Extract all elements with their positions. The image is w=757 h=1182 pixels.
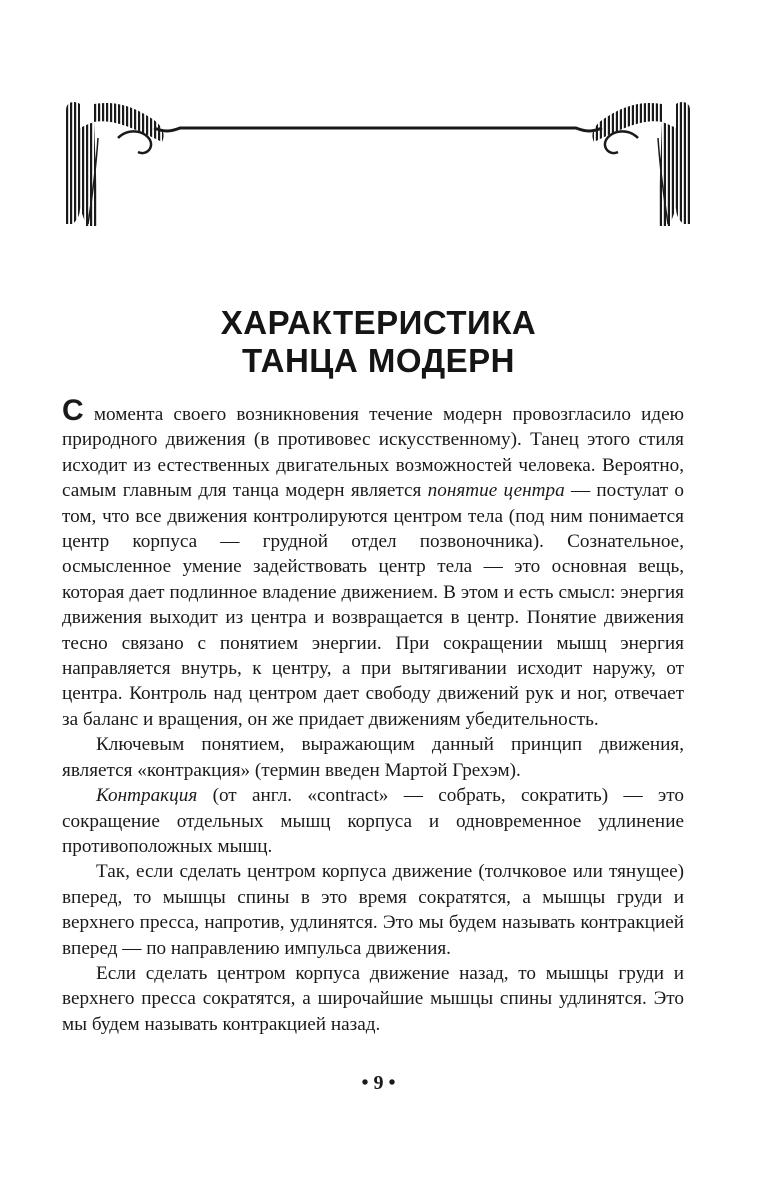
page-number: • 9 • <box>361 1072 396 1094</box>
chapter-title-line-2: ТАНЦА МОДЕРН <box>242 342 515 380</box>
paragraph-4: Так, если сделать центром корпуса движение (толчковое или тянущее) вперед, то мышцы спины в это время сократятся, а мышцы груди и верхнего пресса, напротив, удлинятся. Это мы будем называть контракцией вперед — по направлению импульса движения. <box>62 861 684 959</box>
paragraph-3-italic-term: Контракция <box>96 785 198 807</box>
paragraph-1-text-b: — постулат о том, что все движения контролируются центром тела (под ним понимается центр корпуса — грудной отдел позвоночника). Сознательное, осмысленное умение задействовать центр тела — это основная вещь, которая дает подлинное владение движением. В этом и есть смысл: энергия движения выходит из центра и возвращается в центр. Понятие движения тесно связано с понятием энергии. При сокращении мышц энергия направляется внутрь, к центру, а при вытягивании исходит наружу, от центра. Контроль над центром дает свободу движений рук и ног, отвечает за баланс и вращения, он же придает движениям убедительность. <box>62 480 685 730</box>
art-nouveau-ornament <box>58 98 698 228</box>
paragraph-3 <box>62 783 684 859</box>
paragraph-5: Если сделать центром корпуса движение назад, то мышцы груди и верхнего пресса сократятся, а широчайшие мышцы спины удлинятся. Это мы будем называть контракцией назад. <box>62 962 684 1035</box>
body-text <box>62 394 685 1037</box>
ornament-left <box>66 102 418 226</box>
paragraph-1 <box>62 394 685 732</box>
paragraph-2: Ключевым понятием, выражающим данный принцип движения, является «контракция» (термин введен Мартой Грехэм). <box>62 734 684 781</box>
ornament-right <box>378 102 690 226</box>
chapter-title-line-1: ХАРАКТЕРИСТИКА <box>220 304 537 342</box>
paragraph-1-text-a: момента своего возникновения течение модерн провозгласило идею природного движения (в противовес искусственному). Танец этого стиля исходит из естественных двигательных возможностей человека. Вероятно, самым главным для танца модерн является <box>62 404 684 502</box>
chapter-title <box>0 304 757 380</box>
paragraph-1-italic-term: понятие центра <box>427 480 565 502</box>
drop-cap: С <box>62 394 84 427</box>
paragraph-3-text: (от англ. «contract» — собрать, сократить) — это сокращение отдельных мышц корпуса и одновременное удлинение противоположных мышц. <box>62 785 684 857</box>
